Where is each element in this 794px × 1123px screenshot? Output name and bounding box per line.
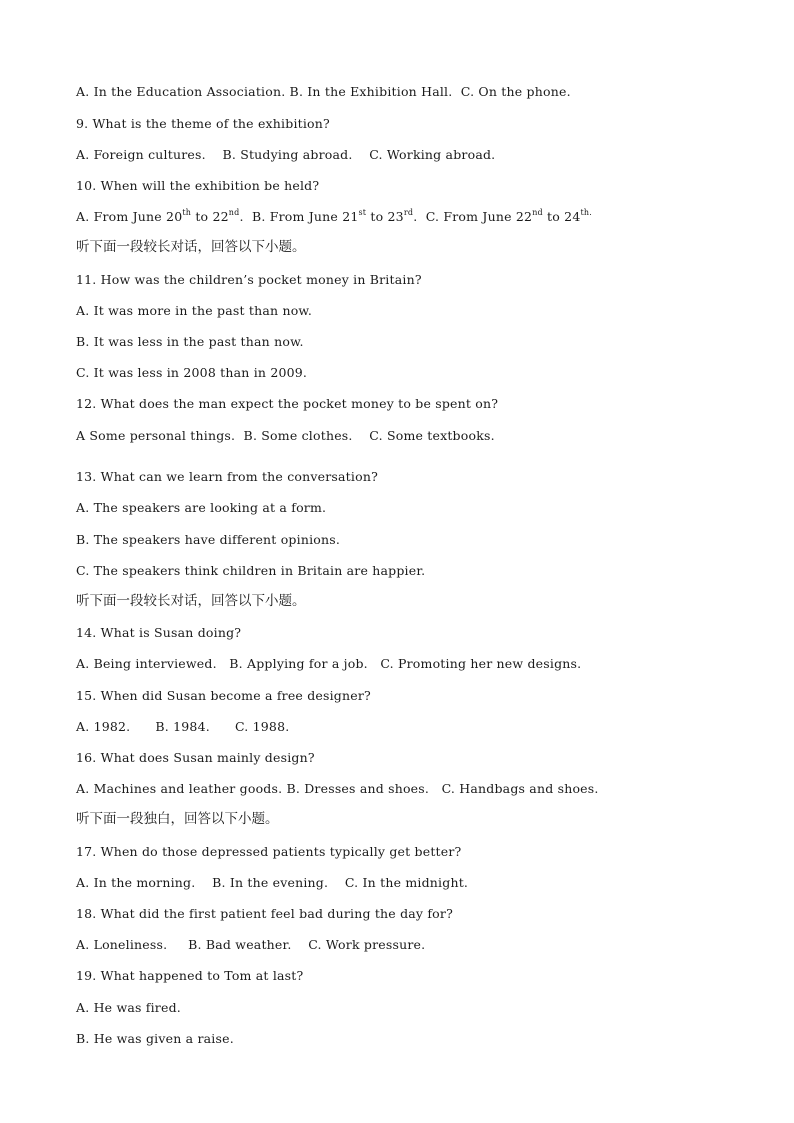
question-9: 9. What is the theme of the exhibition? [76, 116, 330, 131]
ordinal-suffix: th. [580, 207, 592, 217]
answer-options-q12: A Some personal things. B. Some clothes. C. Some textbooks. [76, 428, 495, 443]
ordinal-suffix: st [358, 207, 367, 217]
answer-options-q9: A. Foreign cultures. B. Studying abroad. C. Working abroad. [76, 147, 496, 162]
question-10: 10. When will the exhibition be held? [76, 178, 320, 193]
option-c-text: . C. From June 22 [413, 209, 533, 224]
answer-option: B. It was less in the past than now. [76, 334, 304, 349]
answer-option: C. The speakers think children in Britain are happier. [76, 563, 426, 578]
option-c-text: to 24 [542, 209, 581, 224]
ordinal-suffix: th [182, 207, 192, 217]
answer-options-q8: A. In the Education Association. B. In the Exhibition Hall. C. On the phone. [76, 84, 571, 99]
section-instruction: 听下面一段独白，回答以下小题。 [76, 811, 279, 827]
ordinal-suffix: nd [532, 207, 543, 217]
question-12: 12. What does the man expect the pocket money to be spent on? [76, 396, 499, 411]
answer-option: B. He was given a raise. [76, 1031, 234, 1046]
option-a-text: to 22 [191, 209, 229, 224]
question-11: 11. How was the children’s pocket money in Britain? [76, 272, 422, 287]
answer-option: A. The speakers are looking at a form. [76, 500, 327, 515]
answer-options-q16: A. Machines and leather goods. B. Dresses and shoes. C. Handbags and shoes. [76, 781, 599, 796]
answer-option: B. The speakers have different opinions. [76, 532, 341, 547]
question-16: 16. What does Susan mainly design? [76, 750, 315, 765]
ordinal-suffix: rd [403, 207, 414, 217]
answer-options-q17: A. In the morning. B. In the evening. C. In the midnight. [76, 875, 469, 890]
question-13: 13. What can we learn from the conversation? [76, 469, 378, 484]
option-a-text: A. From June 20 [76, 209, 183, 224]
question-14: 14. What is Susan doing? [76, 625, 242, 640]
answer-option: A. It was more in the past than now. [76, 303, 313, 318]
question-19: 19. What happened to Tom at last? [76, 968, 304, 983]
answer-options-q15: A. 1982. B. 1984. C. 1988. [76, 719, 290, 734]
answer-option: A. He was fired. [76, 1000, 181, 1015]
ordinal-suffix: nd [228, 207, 240, 217]
option-b-text: to 23 [366, 209, 404, 224]
answer-options-q10 [76, 209, 592, 225]
option-b-text: . B. From June 21 [239, 209, 359, 224]
question-15: 15. When did Susan become a free designer? [76, 688, 371, 703]
answer-option: C. It was less in 2008 than in 2009. [76, 365, 308, 380]
answer-options-q18: A. Loneliness. B. Bad weather. C. Work pressure. [76, 937, 426, 952]
question-17: 17. When do those depressed patients typically get better? [76, 844, 462, 859]
answer-options-q14: A. Being interviewed. B. Applying for a job. C. Promoting her new designs. [76, 656, 582, 671]
section-instruction: 听下面一段较长对话，回答以下小题。 [76, 593, 306, 609]
question-18: 18. What did the first patient feel bad during the day for? [76, 906, 453, 921]
section-instruction: 听下面一段较长对话，回答以下小题。 [76, 239, 306, 255]
